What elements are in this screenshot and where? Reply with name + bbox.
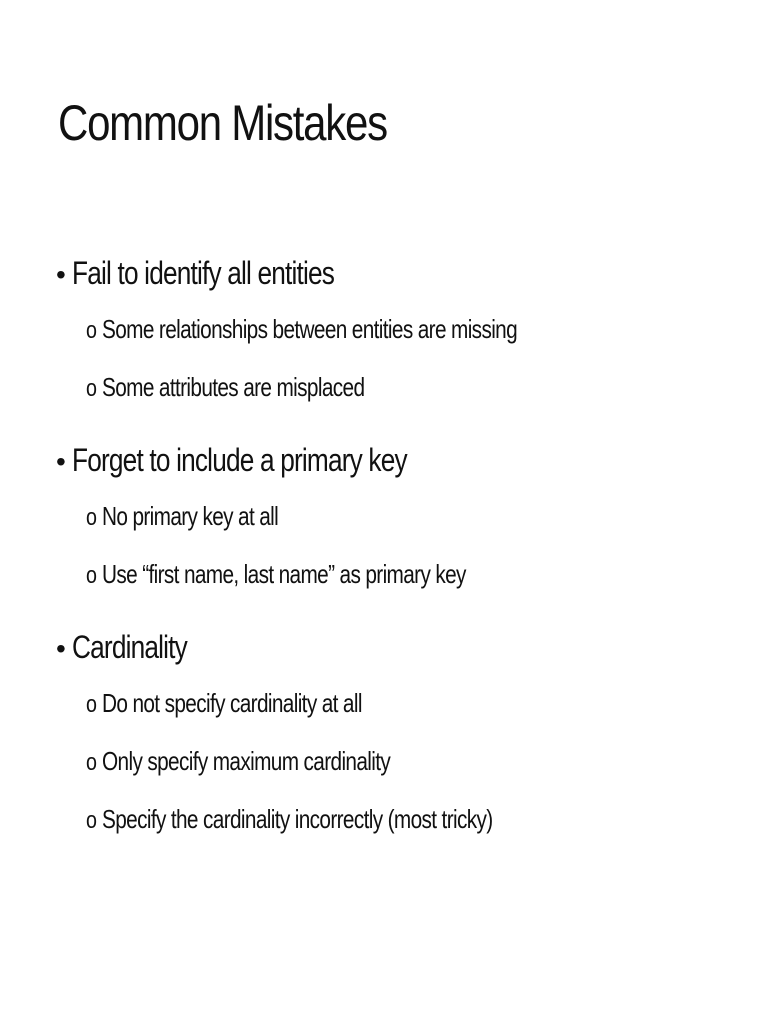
bullet-text: Cardinality bbox=[72, 629, 187, 665]
bullet-list bbox=[56, 246, 750, 865]
bullet-text: Fail to identify all entities bbox=[72, 255, 335, 291]
sub-bullet-item bbox=[86, 674, 750, 732]
bullet-item bbox=[56, 246, 750, 416]
sub-bullet-item bbox=[86, 487, 750, 545]
sub-bullet-text: No primary key at all bbox=[102, 501, 279, 531]
sub-bullet-text: Some attributes are misplaced bbox=[102, 372, 365, 402]
sub-bullet-text: Do not specify cardinality at all bbox=[102, 688, 362, 718]
sub-bullet-list bbox=[56, 674, 750, 848]
bullet-marker: • bbox=[56, 446, 66, 477]
bullet-text: Forget to include a primary key bbox=[72, 442, 407, 478]
bullet-line bbox=[56, 246, 750, 300]
sub-bullet-item bbox=[86, 790, 750, 848]
sub-bullet-marker: o bbox=[86, 749, 97, 776]
sub-bullet-item bbox=[86, 732, 750, 790]
bullet-marker: • bbox=[56, 259, 66, 290]
slide-title: Common Mistakes bbox=[58, 95, 387, 151]
sub-bullet-item bbox=[86, 358, 750, 416]
bullet-line bbox=[56, 433, 750, 487]
sub-bullet-text: Some relationships between entities are missing bbox=[102, 314, 518, 344]
sub-bullet-marker: o bbox=[86, 317, 97, 344]
sub-bullet-item bbox=[86, 300, 750, 358]
sub-bullet-marker: o bbox=[86, 562, 97, 589]
sub-bullet-text: Use “first name, last name” as primary key bbox=[102, 559, 466, 589]
sub-bullet-text: Specify the cardinality incorrectly (most tricky) bbox=[102, 804, 493, 834]
sub-bullet-text: Only specify maximum cardinality bbox=[102, 746, 391, 776]
bullet-line bbox=[56, 620, 750, 674]
sub-bullet-item bbox=[86, 545, 750, 603]
sub-bullet-marker: o bbox=[86, 691, 97, 718]
bullet-marker: • bbox=[56, 633, 66, 664]
sub-bullet-list bbox=[56, 300, 750, 416]
bullet-item bbox=[56, 620, 750, 848]
sub-bullet-marker: o bbox=[86, 504, 97, 531]
sub-bullet-marker: o bbox=[86, 807, 97, 834]
sub-bullet-marker: o bbox=[86, 375, 97, 402]
bullet-item bbox=[56, 433, 750, 603]
sub-bullet-list bbox=[56, 487, 750, 603]
